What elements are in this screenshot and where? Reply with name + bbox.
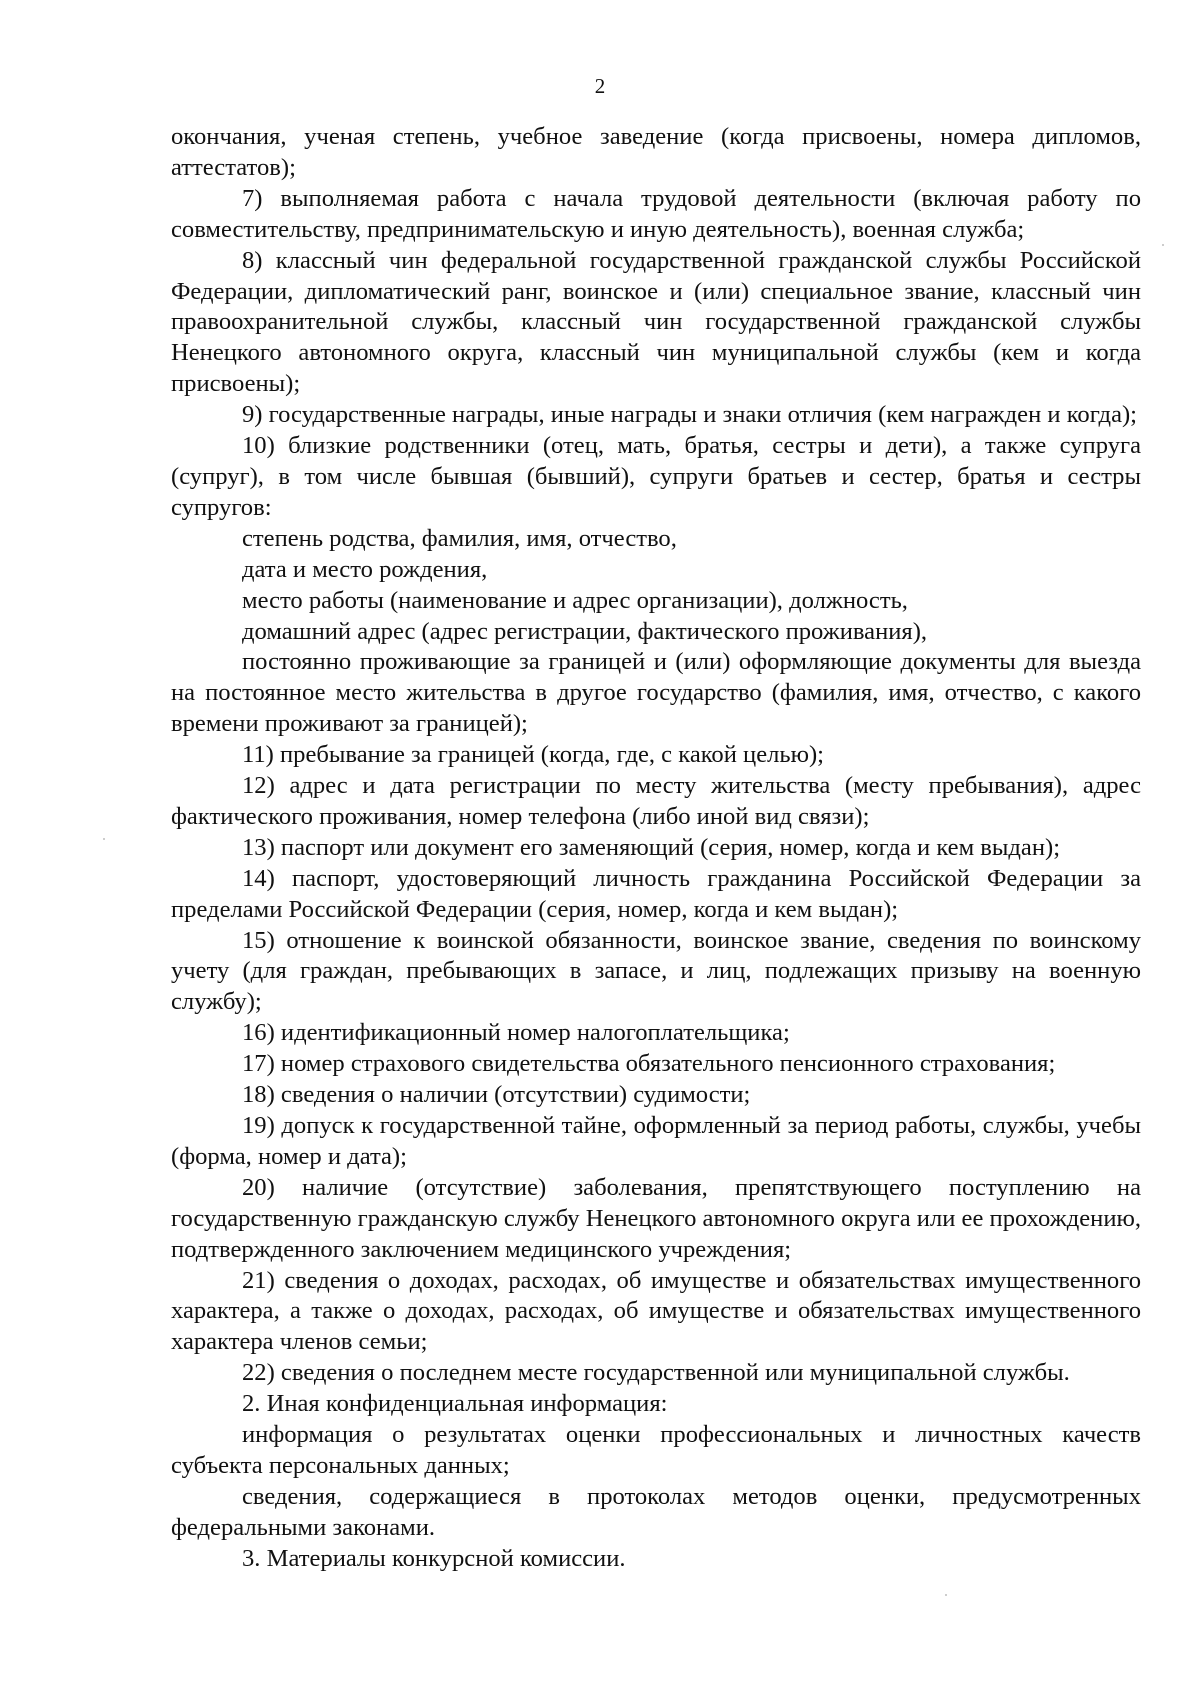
paragraph-item-12: 12) адрес и дата регистрации по месту жительства (месту пребывания), адрес фактического проживания, номер телефона (либо иной вид связи); <box>171 772 1141 830</box>
paragraph-item-14: 14) паспорт, удостоверяющий личность гражданина Российской Федерации за пределами Российской Федерации (серия, номер, когда и кем выдан); <box>171 864 1141 923</box>
document-body <box>171 122 1141 1575</box>
paragraph-item-15: 15) отношение к воинской обязанности, воинское звание, сведения по воинскому учету (для граждан, пребывающих в запасе, и лиц, подлежащих призыву на военную службу); <box>171 926 1141 1016</box>
relatives-subitem-kinship: степень родства, фамилия, имя, отчество, <box>242 524 677 552</box>
section-2-heading: 2. Иная конфиденциальная информация: <box>242 1390 668 1418</box>
relatives-subitem-birth: дата и место рождения, <box>242 555 488 583</box>
paragraph-item-11: 11) пребывание за границей (когда, где, с какой целью); <box>242 741 824 769</box>
scan-speck-top-right <box>1162 244 1164 246</box>
paragraph-item-9: 9) государственные награды, иные награды и знаки отличия (кем награжден и когда); <box>242 401 1138 429</box>
relatives-subitem-work: место работы (наименование и адрес организации), должность, <box>242 586 908 614</box>
scan-speck-bottom <box>945 1594 947 1596</box>
paragraph-item-10: 10) близкие родственники (отец, мать, братья, сестры и дети), а также супруга (супруг), в том числе бывшая (бывший), супруги братьев и сестер, братья и сестры супругов: <box>171 432 1141 521</box>
paragraph-item-16: 16) идентификационный номер налогоплательщика; <box>242 1019 790 1047</box>
paragraph-item-7: 7) выполняемая работа с начала трудовой деятельности (включая работу по совместительству, предпринимательскую и иную деятельность), военная служба; <box>171 184 1141 243</box>
paragraph-item-22: 22) сведения о последнем месте государственной или муниципальной службы. <box>242 1359 1070 1387</box>
relatives-subitem-address: домашний адрес (адрес регистрации, фактического проживания), <box>242 617 928 645</box>
paragraph-6-continuation: окончания, ученая степень, учебное заведение (когда присвоены, номера дипломов, аттестатов); <box>171 123 1141 181</box>
section-2-assessment-info: информация о результатах оценки профессиональных и личностных качеств субъекта персональных данных; <box>171 1421 1141 1479</box>
section-2-protocol-info: сведения, содержащиеся в протоколах методов оценки, предусмотренных федеральными законами. <box>171 1482 1141 1541</box>
relatives-subitem-abroad: постоянно проживающие за границей и (или) оформляющие документы для выезда на постоянное место жительства в другое государство (фамилия, имя, отчество, с какого времени проживают за границей); <box>171 648 1141 738</box>
section-3-heading: 3. Материалы конкурсной комиссии. <box>242 1544 626 1572</box>
paragraph-item-18: 18) сведения о наличии (отсутствии) судимости; <box>242 1081 751 1109</box>
scan-speck-left <box>103 838 105 840</box>
paragraph-item-20: 20) наличие (отсутствие) заболевания, препятствующего поступлению на государственную гражданскую службу Ненецкого автономного округа или ее прохождению, подтвержденного заключением медицинского учреждения; <box>171 1173 1141 1263</box>
paragraph-item-17: 17) номер страхового свидетельства обязательного пенсионного страхования; <box>242 1050 1056 1078</box>
paragraph-item-8: 8) классный чин федеральной государственной гражданской службы Российской Федерации, дипломатический ранг, воинское и (или) специальное звание, классный чин правоохранительной службы, классный чин государственной гражданской службы Ненецкого автономного округа, классный чин муниципальной службы (кем и когда присвоены); <box>171 246 1141 398</box>
paragraph-item-21: 21) сведения о доходах, расходах, об имуществе и обязательствах имущественного характера, а также о доходах, расходах, об имуществе и обязательствах имущественного характера членов семьи; <box>171 1266 1141 1356</box>
paragraph-item-19: 19) допуск к государственной тайне, оформленный за период работы, службы, учебы (форма, номер и дата); <box>171 1112 1141 1170</box>
paragraph-item-13: 13) паспорт или документ его заменяющий (серия, номер, когда и кем выдан); <box>242 833 1061 861</box>
page-number: 2 <box>594 74 606 98</box>
